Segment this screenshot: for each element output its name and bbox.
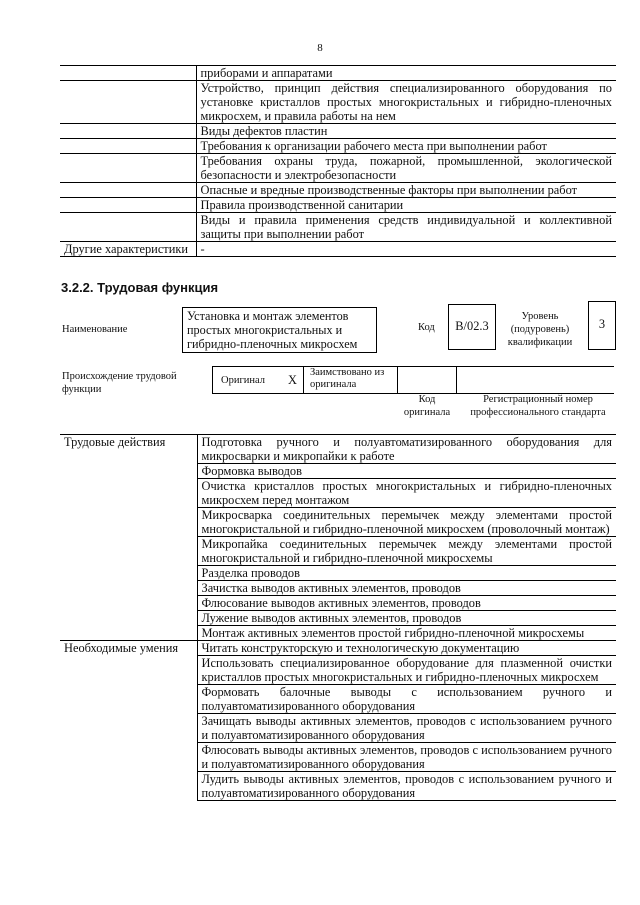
reg-caption: Регистрационный номер профессионального стандарта bbox=[470, 394, 606, 418]
row-label bbox=[60, 611, 197, 626]
name-label: Наименование bbox=[62, 324, 128, 335]
row-text: Формовать балочные выводы с использованием ручного и полуавтоматизированного оборудования bbox=[197, 685, 616, 714]
section-title: 3.2.2. Трудовая функция bbox=[61, 280, 219, 295]
table-row bbox=[60, 714, 616, 743]
row-label bbox=[60, 213, 196, 242]
knowledge-table bbox=[60, 65, 616, 257]
row-text: Виды дефектов пластин bbox=[196, 124, 616, 139]
row-text: Опасные и вредные производственные факторы при выполнении работ bbox=[196, 183, 616, 198]
table-row bbox=[60, 508, 616, 537]
table-row bbox=[60, 183, 616, 198]
table-row bbox=[60, 124, 616, 139]
table-row bbox=[60, 81, 616, 124]
table-row bbox=[60, 198, 616, 213]
origin-code-cells bbox=[396, 366, 614, 394]
table-row bbox=[60, 772, 616, 801]
level-label: Уровень (подуровень) квалификации bbox=[507, 311, 573, 348]
code-value: B/02.3 bbox=[455, 319, 489, 333]
table-row bbox=[60, 435, 616, 464]
row-label bbox=[60, 566, 197, 581]
row-label bbox=[60, 743, 197, 772]
row-text: Очистка кристаллов простых многокристальных и гибридно-пленочных микросхем перед монтажом bbox=[197, 479, 616, 508]
row-text: Требования охраны труда, пожарной, промышленной, экологической безопасности и электробезопасности bbox=[196, 154, 616, 183]
row-label bbox=[60, 596, 197, 611]
table-row bbox=[60, 66, 616, 81]
row-label bbox=[60, 66, 196, 81]
row-text: приборами и аппаратами bbox=[196, 66, 616, 81]
row-label bbox=[60, 508, 197, 537]
row-label bbox=[60, 537, 197, 566]
table-row bbox=[60, 641, 616, 656]
table-row bbox=[60, 566, 616, 581]
row-text: Флюсование выводов активных элементов, проводов bbox=[197, 596, 616, 611]
origin-label: Происхождение трудовой функции bbox=[62, 371, 177, 395]
table-row bbox=[60, 743, 616, 772]
original-mark: X bbox=[288, 373, 297, 387]
row-label bbox=[60, 81, 196, 124]
row-label: Необходимые умения bbox=[60, 641, 197, 656]
row-label bbox=[60, 183, 196, 198]
row-text: Микросварка соединительных перемычек между элементами простой многокристальной и гибридно-пленочной микросхем (проволочный монтаж) bbox=[197, 508, 616, 537]
table-row bbox=[60, 596, 616, 611]
row-label: Трудовые действия bbox=[60, 435, 197, 464]
row-text: Разделка проводов bbox=[197, 566, 616, 581]
borrowed-label: Заимствовано из оригинала bbox=[310, 367, 385, 390]
row-text: Зачистка выводов активных элементов, проводов bbox=[197, 581, 616, 596]
table-row bbox=[60, 479, 616, 508]
table-row bbox=[60, 242, 616, 257]
row-label bbox=[60, 198, 196, 213]
table-row bbox=[60, 626, 616, 641]
table-row bbox=[60, 611, 616, 626]
row-text: Формовка выводов bbox=[197, 464, 616, 479]
row-text: Лужение выводов активных элементов, проводов bbox=[197, 611, 616, 626]
row-text: - bbox=[196, 242, 616, 257]
code-caption: Код оригинала bbox=[403, 394, 451, 418]
row-text: Монтаж активных элементов простой гибридно-пленочной микросхемы bbox=[197, 626, 616, 641]
table-row bbox=[60, 464, 616, 479]
table-row bbox=[60, 656, 616, 685]
row-label bbox=[60, 154, 196, 183]
row-text: Устройство, принцип действия специализированного оборудования по установке кристаллов простых многокристальных и гибридно-пленочных микросхем, и правила работы на нем bbox=[196, 81, 616, 124]
row-text: Правила производственной санитарии bbox=[196, 198, 616, 213]
table-row bbox=[60, 685, 616, 714]
row-text: Использовать специализированное оборудование для плазменной очистки кристаллов простых многокристальных и гибридно-пленочных микросхем bbox=[197, 656, 616, 685]
level-value-box bbox=[588, 301, 616, 350]
row-label bbox=[60, 714, 197, 743]
row-label bbox=[60, 479, 197, 508]
original-label: Оригинал bbox=[221, 375, 265, 386]
row-label bbox=[60, 656, 197, 685]
table-row bbox=[60, 537, 616, 566]
row-text: Микропайка соединительных перемычек между элементами простой многокристальной и гибридно-пленочной микросхемы bbox=[197, 537, 616, 566]
row-text: Читать конструкторскую и технологическую документацию bbox=[197, 641, 616, 656]
row-text: Подготовка ручного и полуавтоматизированного оборудования для микросварки и микропайки к работе bbox=[197, 435, 616, 464]
row-text: Требования к организации рабочего места при выполнении работ bbox=[196, 139, 616, 154]
code-label: Код bbox=[418, 322, 435, 333]
row-label bbox=[60, 464, 197, 479]
row-label bbox=[60, 626, 197, 641]
level-value: 3 bbox=[598, 317, 606, 331]
row-label bbox=[60, 139, 196, 154]
origin-box bbox=[212, 366, 398, 394]
row-label bbox=[60, 124, 196, 139]
row-label bbox=[60, 581, 197, 596]
code-value-box bbox=[448, 304, 496, 350]
page-number: 8 bbox=[317, 42, 323, 54]
row-label bbox=[60, 685, 197, 714]
table-row bbox=[60, 139, 616, 154]
table-row bbox=[60, 154, 616, 183]
row-label: Другие характеристики bbox=[60, 242, 196, 257]
row-text: Флюсовать выводы активных элементов, проводов с использованием ручного и полуавтоматизированного оборудования bbox=[197, 743, 616, 772]
row-text: Лудить выводы активных элементов, проводов с использованием ручного и полуавтоматизированного оборудования bbox=[197, 772, 616, 801]
row-text: Зачищать выводы активных элементов, проводов с использованием ручного и полуавтоматизированного оборудования bbox=[197, 714, 616, 743]
labor-function-table bbox=[60, 434, 616, 801]
table-row bbox=[60, 213, 616, 242]
row-label bbox=[60, 772, 197, 801]
name-value: Установка и монтаж элементов простых многокристальных и гибридно-пленочных микросхем bbox=[187, 309, 358, 351]
name-value-box bbox=[182, 307, 377, 353]
table-row bbox=[60, 581, 616, 596]
row-text: Виды и правила применения средств индивидуальной и коллективной защиты при выполнении работ bbox=[196, 213, 616, 242]
